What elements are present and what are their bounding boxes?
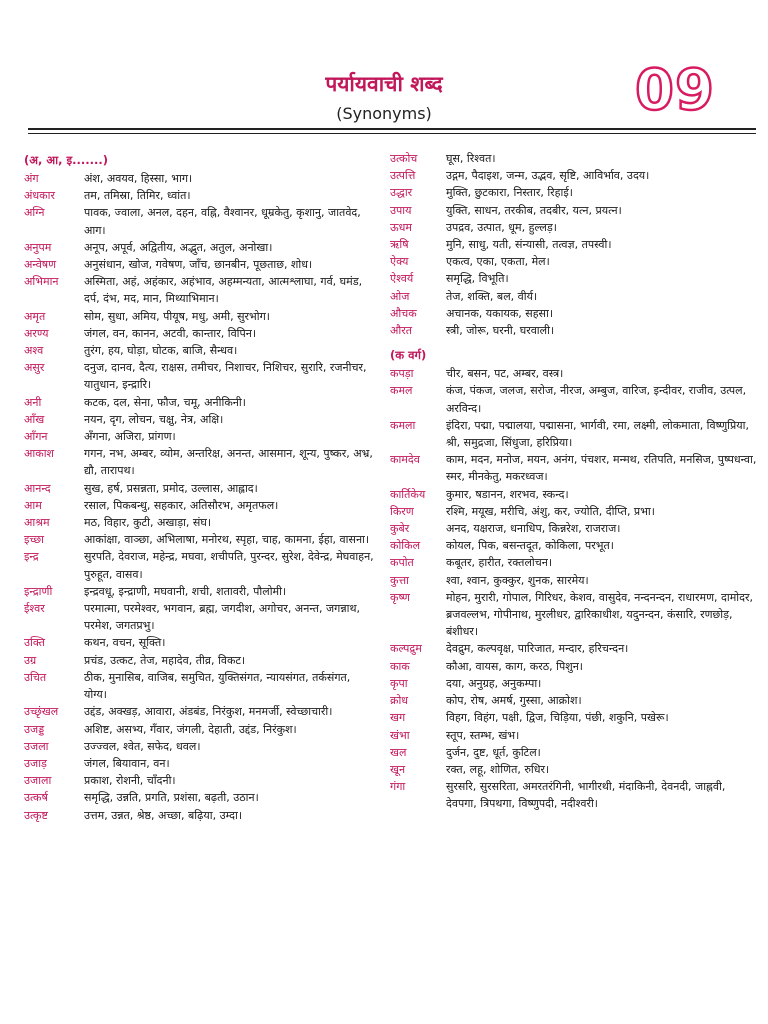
synonym-entry (390, 150, 758, 167)
synonyms: घूस, रिश्वत। (446, 152, 496, 165)
synonyms: परमात्मा, परमेश्वर, भगवान, ब्रह्म, जगदीश, अगोचर, अनन्त, जगन्नाथ, परमेश, जगतप्रभु। (84, 602, 360, 633)
headword: कुत्ता (390, 573, 409, 587)
synonym-entry (24, 480, 374, 497)
headword: किरण (390, 504, 414, 518)
page-title: पर्यायवाची शब्द (325, 72, 443, 96)
synonym-entry (390, 727, 758, 744)
synonyms: युक्ति, साधन, तरकीब, तदबीर, यत्न, प्रयत्न। (446, 203, 622, 217)
synonym-entry (390, 253, 758, 270)
headword: इच्छा (24, 533, 45, 547)
headword: खल (390, 745, 407, 759)
synonyms: पावक, ज्वाला, अनल, दहन, वह्नि, वैश्वानर, धूम्रकेतु, कृशानु, जातवेद, आग। (84, 206, 361, 237)
synonyms: सुरसरि, सुरसरिता, अमरतरंगिनी, भागीरथी, मंदाकिनी, देवनदी, जाह्नवी, देवपगा, त्रिपथगा, विष्णुपदी, नदीश्वरी। (446, 780, 726, 811)
synonym-entry (24, 807, 374, 824)
synonyms: अनुसंधान, खोज, गवेषण, जाँच, छानबीन, पूछताछ, शोध। (84, 258, 313, 272)
synonyms: जंगल, बियावान, वन। (84, 756, 170, 770)
headword: आश्रम (24, 516, 50, 530)
section-heading-ka-varg: (क वर्ग) (390, 348, 427, 363)
right-column (390, 150, 758, 813)
headword: अनुपम (24, 240, 52, 254)
synonym-entry (390, 658, 758, 675)
synonym-entry (390, 184, 758, 201)
headword: उत्कृष्ट (24, 808, 48, 822)
synonym-entry (390, 417, 758, 451)
headword: कामदेव (390, 453, 420, 467)
synonyms: रसाल, पिकबन्धु, सहकार, अतिसौरभ, अमृतफल। (84, 498, 279, 512)
headword: कमल (390, 384, 413, 398)
synonym-entry (24, 497, 374, 514)
headword: उचित (24, 670, 47, 684)
right-entry-list-a (390, 150, 758, 339)
headword: कपड़ा (390, 367, 414, 381)
headword: कृपा (390, 676, 408, 690)
synonym-entry (24, 634, 374, 651)
headword: अरण्य (24, 326, 49, 340)
synonym-entry (24, 721, 374, 738)
headword: आनन्द (24, 481, 51, 495)
synonyms: मुनि, साधु, यती, संन्यासी, तत्वज्ञ, तपस्वी। (446, 238, 612, 252)
headword: अंधकार (24, 189, 55, 203)
synonyms: सुख, हर्ष, प्रसन्नता, प्रमोद, उल्लास, आह्लाद। (84, 481, 258, 495)
headword: कार्तिकेय (390, 487, 426, 501)
synonyms: उद्दंड, अक्खड़, आवारा, अंडबंड, निरंकुश, मनमर्जी, स्वेच्छाचारी। (84, 705, 333, 719)
synonym-entry (24, 755, 374, 772)
synonym-entry (390, 365, 758, 382)
headword: उजाड़ (24, 756, 47, 770)
synonyms: अशिष्ट, असभ्य, गँवार, जंगली, देहाती, उद्दंड, निरंकुश। (84, 722, 297, 736)
synonym-entry (24, 428, 374, 445)
headword: इन्द्राणी (24, 584, 53, 598)
synonyms: अस्मिता, अहं, अहंकार, अहंभाव, अहम्मन्यता, आत्मश्लाघा, गर्व, घमंड, दर्प, दंभ, मद, मान, मिथ्याभिमान। (84, 275, 363, 306)
synonym-entry (390, 640, 758, 657)
synonym-entry (390, 236, 758, 253)
synonym-entry (24, 445, 374, 479)
headword: उद्धार (390, 186, 413, 200)
headword: काक (390, 659, 410, 673)
headword: कृष्ण (390, 590, 410, 604)
synonyms: मठ, विहार, कुटी, अखाड़ा, संघ। (84, 516, 212, 530)
synonyms: प्रचंड, उत्कट, तेज, महादेव, तीव्र, विकट। (84, 653, 246, 667)
headword: ऊधम (390, 220, 412, 234)
headword: खंभा (390, 728, 410, 742)
headword: उग्र (24, 653, 37, 667)
right-entry-list-b (390, 365, 758, 812)
synonyms: कोयल, पिक, बसन्तदूत, कोकिला, परभूत। (446, 539, 614, 553)
synonyms: आकांक्षा, वाञ्छा, अभिलाषा, मनोरथ, स्पृहा, चाह, कामना, ईहा, वासना। (84, 533, 370, 547)
synonyms: देवद्रुम, कल्पवृक्ष, पारिजात, मन्दार, हरिचन्दन। (446, 642, 629, 656)
synonym-entry (390, 219, 758, 236)
synonym-entry (390, 451, 758, 485)
headword: ऐश्वर्य (390, 272, 414, 286)
synonyms: कोप, रोष, अमर्ष, गुस्सा, आक्रोश। (446, 694, 582, 708)
synonyms: रक्त, लहू, शोणित, रुधिर। (446, 762, 550, 776)
synonym-entry (390, 589, 758, 641)
synonym-entry (24, 342, 374, 359)
synonym-entry (24, 669, 374, 703)
synonyms: समृद्धि, उन्नति, प्रगति, प्रशंसा, बढ़ती, उठान। (84, 791, 259, 805)
synonyms: कटक, दल, सेना, फौज, चमू, अनीकिनी। (84, 395, 246, 409)
headword: कोकिल (390, 539, 421, 553)
synonym-entry (24, 548, 374, 582)
synonyms: गगन, नभ, अम्बर, व्योम, अन्तरिक्ष, अनन्त, आसमान, शून्य, पुष्कर, अभ्र, द्यौ, तारापथ। (84, 447, 373, 478)
headword: आकाश (24, 447, 55, 461)
synonyms: इन्द्रवधू, इन्द्राणी, मघवानी, शची, शतावरी, पौलोमी। (84, 584, 287, 598)
synonym-entry (24, 170, 374, 187)
synonym-entry (24, 600, 374, 634)
synonyms: मोहन, मुरारी, गोपाल, गिरिधर, केशव, वासुदेव, नन्दनन्दन, राधारमण, दामोदर, ब्रजवल्लभ, गोपीनाथ, मुरलीधर, द्वारिकाधीश, यदुनन्दन, कंसारि, रणछोड़, बंशीधर। (446, 590, 753, 639)
synonyms: विहग, विहंग, पक्षी, द्विज, चिड़िया, पंछी, शकुनि, पखेरू। (446, 711, 669, 725)
header-rule-bottom (28, 133, 756, 134)
headword: कल्पद्रुम (390, 642, 422, 656)
synonym-entry (24, 325, 374, 342)
page-subtitle: (Synonyms) (336, 104, 432, 123)
headword: ईश्वर (24, 602, 45, 616)
synonyms: ठीक, मुनासिब, वाजिब, समुचित, युक्तिसंगत, न्यायसंगत, तर्कसंगत, योग्य। (84, 670, 351, 702)
headword: अग्नि (24, 206, 45, 220)
left-column (24, 150, 374, 824)
synonym-entry (24, 394, 374, 411)
headword: उच्छृंखल (24, 705, 59, 719)
synonyms: उद्गम, पैदाइश, जन्म, उद्भव, सृष्टि, आविर्भाव, उदय। (446, 169, 650, 183)
section-heading-vowels: (अ, आ, इ.......) (24, 153, 109, 167)
headword: इन्द्र (24, 550, 39, 564)
synonyms: दनुज, दानव, दैत्य, राक्षस, तमीचर, निशाचर, निशिचर, सुरारि, रजनीचर, यातुधान, इन्द्रारि। (84, 361, 367, 392)
synonym-entry (390, 761, 758, 778)
headword: अंग (24, 172, 39, 185)
synonym-entry (390, 167, 758, 184)
synonym-entry (24, 204, 374, 238)
synonyms: सुरपति, देवराज, महेन्द्र, मघवा, शचीपति, पुरन्दर, सुरेश, देवेन्द्र, मेघवाहन, पुरुहूत, वासव। (84, 550, 374, 581)
synonym-entry (390, 572, 758, 589)
synonym-entry (24, 256, 374, 273)
synonym-entry (390, 305, 758, 322)
synonym-entry (390, 520, 758, 537)
headword: अश्व (24, 344, 44, 358)
synonym-entry (24, 273, 374, 307)
synonyms: कौआ, वायस, काग, करठ, पिशुन। (446, 659, 583, 673)
headword: उत्कोच (390, 152, 418, 165)
headword: गंगा (390, 780, 406, 794)
headword: उपाय (390, 203, 412, 217)
synonyms: मुक्ति, छुटकारा, निस्तार, रिहाई। (446, 186, 573, 200)
synonym-entry (24, 652, 374, 669)
synonyms: तुरंग, हय, घोड़ा, घोटक, बाजि, सैन्धव। (84, 344, 238, 358)
synonyms: अंश, अवयव, हिस्सा, भाग। (84, 172, 193, 185)
synonyms: अचानक, यकायक, सहसा। (446, 306, 554, 320)
headword: ऋषि (390, 238, 409, 252)
synonym-entry (390, 692, 758, 709)
synonym-entry (24, 703, 374, 720)
synonym-entry (390, 675, 758, 692)
synonyms: स्त्री, जोरू, घरनी, घरवाली। (446, 324, 555, 338)
synonyms: चीर, बसन, पट, अम्बर, वस्त्र। (446, 367, 564, 381)
headword: अभिमान (24, 275, 59, 289)
synonyms: तम, तमिस्रा, तिमिर, ध्वांत। (84, 189, 191, 203)
synonyms: उत्तम, उन्नत, श्रेष्ठ, अच्छा, बढ़िया, उम्दा। (84, 808, 242, 822)
synonyms: अनद, यक्षराज, धनाधिप, किन्नरेश, राजराज। (446, 522, 621, 536)
synonym-entry (24, 531, 374, 548)
headword: उत्कर्ष (24, 791, 48, 805)
synonyms: अँगना, अजिरा, प्रांगण। (84, 430, 176, 444)
synonyms: इंदिरा, पद्मा, पद्मालया, पद्मासना, भार्गवी, रमा, लक्ष्मी, लोकमाता, विष्णुप्रिया, श्री, समुद्रजा, सिंधुजा, हरिप्रिया। (446, 418, 749, 450)
headword: खून (390, 762, 406, 776)
synonyms: अनूप, अपूर्व, अद्वितीय, अद्भुत, अतुल, अनोखा। (84, 240, 273, 254)
left-entry-list (24, 170, 374, 824)
synonym-entry (390, 202, 758, 219)
headword: अनी (24, 395, 42, 409)
synonym-entry (24, 772, 374, 789)
synonym-entry (390, 778, 758, 812)
synonyms: एकत्व, एका, एकता, मेल। (446, 255, 550, 269)
headword: क्रोध (390, 694, 409, 708)
synonym-entry (390, 288, 758, 305)
synonym-entry (24, 411, 374, 428)
synonym-entry (390, 537, 758, 554)
synonyms: कथन, वचन, सूक्ति। (84, 636, 166, 650)
synonyms: उपद्रव, उत्पात, धूम, हुल्लड़। (446, 220, 557, 234)
headword: कुबेर (390, 522, 410, 536)
synonym-entry (24, 738, 374, 755)
synonym-entry (390, 486, 758, 503)
synonym-entry (390, 554, 758, 571)
headword: अन्वेषण (24, 258, 57, 272)
headword: ऐक्य (390, 255, 409, 269)
synonym-entry (390, 382, 758, 416)
headword: आँख (24, 412, 45, 426)
synonyms: दया, अनुग्रह, अनुकम्पा। (446, 676, 542, 690)
headword: असुर (24, 361, 45, 375)
synonym-entry (24, 514, 374, 531)
headword: खग (390, 711, 406, 725)
headword: कमला (390, 418, 416, 432)
synonym-entry (24, 187, 374, 204)
synonym-entry (24, 789, 374, 806)
headword: उजला (24, 739, 49, 753)
synonym-entry (24, 359, 374, 393)
synonyms: रश्मि, मयूख, मरीचि, अंशु, कर, ज्योति, दीप्ति, प्रभा। (446, 504, 655, 518)
headword: अमृत (24, 309, 46, 323)
synonyms: कंज, पंकज, जलज, सरोज, नीरज, अम्बुज, वारिज, इन्दीवर, राजीव, उत्पल, अरविन्द। (446, 384, 747, 415)
headword: उक्ति (24, 636, 46, 650)
synonyms: जंगल, वन, कानन, अटवी, कान्तार, विपिन। (84, 326, 257, 340)
synonyms: कबूतर, हारीत, रक्तलोचन। (446, 556, 553, 570)
synonym-entry (24, 583, 374, 600)
synonyms: उज्ज्वल, श्वेत, सफेद, धवल। (84, 739, 201, 753)
headword: उत्पत्ति (390, 169, 416, 183)
headword: आँगन (24, 430, 48, 444)
header-rule-top (28, 128, 756, 130)
synonym-entry (390, 270, 758, 287)
synonym-entry (24, 239, 374, 256)
headword: आम (24, 498, 42, 512)
synonyms: कुमार, षडानन, शरभव, स्कन्द। (446, 487, 569, 501)
synonyms: स्तूप, स्तम्भ, खंभ। (446, 728, 520, 742)
headword: औरत (390, 324, 413, 338)
synonyms: तेज, शक्ति, बल, वीर्य। (446, 289, 538, 303)
synonyms: प्रकाश, रोशनी, चाँदनी। (84, 774, 176, 788)
synonyms: श्वा, श्वान, कुक्कुर, शुनक, सारमेय। (446, 573, 589, 587)
headword: ओज (390, 289, 410, 303)
synonym-entry (390, 503, 758, 520)
synonyms: काम, मदन, मनोज, मयन, अनंग, पंचशर, मन्मथ, रतिपति, मनसिज, पुष्पधन्वा, स्मर, मीनकेतु, मकरध्वज। (446, 453, 757, 484)
headword: उजड्ड (24, 722, 45, 736)
headword: उजाला (24, 774, 52, 788)
synonym-entry (390, 744, 758, 761)
synonyms: नयन, दृग, लोचन, चक्षु, नेत्र, अक्षि। (84, 412, 224, 426)
synonyms: सोम, सुधा, अमिय, पीयूष, मधु, अमी, सुरभोग। (84, 309, 270, 323)
synonym-entry (24, 308, 374, 325)
chapter-number: 09 (635, 58, 715, 123)
synonym-entry (390, 322, 758, 339)
synonym-entry (390, 709, 758, 726)
headword: कपोत (390, 556, 414, 570)
synonyms: समृद्धि, विभूति। (446, 272, 509, 286)
synonyms: दुर्जन, दुष्ट, धूर्त, कुटिल। (446, 745, 541, 759)
headword: औचक (390, 306, 417, 320)
